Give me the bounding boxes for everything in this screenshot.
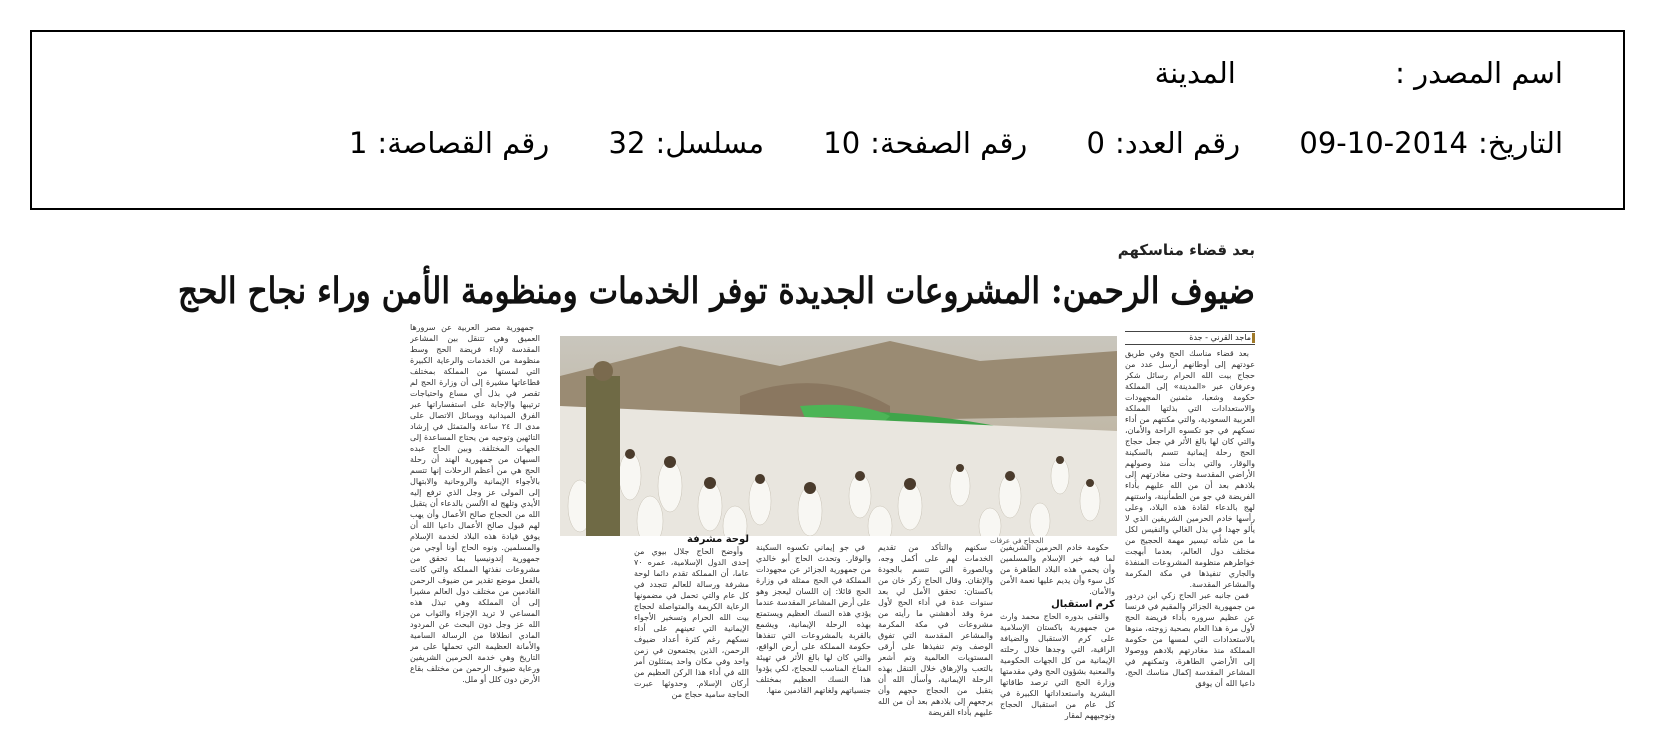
article-column-3 <box>878 542 993 736</box>
serial-value: 32 <box>608 126 646 160</box>
source-value: المدينة <box>1154 56 1236 90</box>
date-field <box>1299 126 1563 160</box>
column-2-paragraph-1: حكومة خادم الحرمين الشريفين لما فيه خير الإسلام والمسلمين وأن يحمي هذه البلاد الطاهرة من كل سوء وأن يديم عليها نعمة الأمن والأمان. <box>1000 543 1115 596</box>
article-column-1 <box>1125 348 1255 736</box>
clip-field <box>349 126 549 160</box>
column-1-paragraph-2: فمن جانبه عبر الحاج زكي ابن دردور من جمهورية الجزائر والمقيم في فرنسا عن عظيم سروره بأداء فريضة الحج لأول مرة هذا العام بصحبة زوجته، منوها بالاستعدادات التي لمسها من حكومة المملكة منذ مغادرتهم بلادهم ووصولا إلى الأراضي الطاهرة، وتمكنهم في المشاعر المقدسة إكمال مناسك الحج، داعيا الله أن يوفق <box>1125 591 1255 688</box>
page-label: رقم الصفحة: <box>870 126 1028 160</box>
serial-label: مسلسل: <box>655 126 765 160</box>
subheading-honor: لوحة مشرفة <box>687 534 749 545</box>
column-2-paragraph-2: والتقى بدوره الحاج محمد وارث من جمهورية باكستان الإسلامية على كرم الاستقبال والضيافة الراقية، التي وجدها خلال رحلته الإيمانية من كل الجهات الحكومية والمعنية بشؤون الحج وفي مقدمتها وزارة الحج التي ترصد طاقاتها البشرية واستعداداتها الكبيرة في كل عام من استقبال الحجاج وتوجيههم لمقار <box>1000 612 1115 720</box>
metadata-box <box>30 30 1625 210</box>
article-headline: ضيوف الرحمن: المشروعات الجديدة توفر الخدمات ومنظومة الأمن وراء نجاح الحج <box>177 270 1255 312</box>
date-value: 2014-10-09 <box>1299 126 1468 160</box>
page-field <box>823 126 1027 160</box>
article-column-6 <box>410 322 540 736</box>
clip-label: رقم القصاصة: <box>377 126 550 160</box>
column-4-paragraph: في جو إيماني تكسوه السكينة والوقار. وتحدث الحاج أبو خالدي من جمهورية الجزائر عن مجهودات المملكة في الحج ممثلة في وزارة الحج قائلا: إن اللسان ليعجز وهو على أرض المشاعر المقدسة عندما يؤدي هذه النسك العظيم ويستمتع بهذه الرحلة الإيمانية، ويشمع بالقربة بالمشروعات التي تنفذها حكومة المملكة على أرض الواقع، والتي كان لها بالغ الأثر في تهيئة المناخ المناسب للحجاج، لكي يؤدوا هذا النسك العظيم بمختلف جنسياتهم ولغاتهم القادمين منها. <box>756 543 871 695</box>
article-column-4 <box>756 542 871 736</box>
newspaper-clipping <box>177 232 1255 736</box>
source-line <box>1155 56 1563 90</box>
column-6-paragraph: جمهورية مصر العربية عن سرورها العميق وهي تتنقل بين المشاعر المقدسة لإداء فريضة الحج وسط منظومة من الخدمات والرعاية الكبيرة التي لمستها من المملكة بمختلف قطاعاتها مشيرة إلى أن وزارة الحج لم تقصر في بذل أي مساع واحتياجات ترتيبها والإجابة على استفساراتها عبر الفرق الميدانية ووسائل الاتصال على مدى الـ ٢٤ ساعة والمتمثل في إرشاد التائهين وتوجيه من يحتاج المساعدة إلى الجهات المختلفة. وبين الحاج عبده السبهان من جمهورية الهند أن رحلة الحج هي من أعظم الرحلات إنها تتسم بالأجواء الإيمانية والروحانية والابتهال إلى المولى عز وجل الذي ترفع إليه الأيدي وتلهج له الألسن بالدعاء أن يتقبل الله من الحجاج صالح الأعمال وأن يهب لهم قبول صالح الأعمال داعيا الله أن يوفق قيادة هذه البلاد لخدمة الإسلام والمسلمين. ونوه الحاج أونا أوجي من جمهورية إندونيسيا بما تحقق من مشروعات نفذتها المملكة والتي كانت بالفعل موضع تقدير من ضيوف الرحمن القادمين من مختلف دول العالم مشيرا إلى أن المملكة وهي تبذل هذه المساعي لا تريد الإجزاء والثواب من الله عز وجل دون البحث عن المردود المادي انطلاقا من الرسالة السامية والأمانة العظيمة التي تحملها على مر التاريخ وهي خدمة الحرمين الشريفين ورعاية ضيوف الرحمن من مختلف بقاع الأرض دون كلل أو ملل. <box>410 323 540 684</box>
subheading-reception: كرم استقبال <box>1051 599 1115 610</box>
date-label: التاريخ: <box>1477 126 1563 160</box>
article-photo <box>560 336 1117 536</box>
source-label: اسم المصدر : <box>1395 56 1563 90</box>
article-kicker: بعد قضاء مناسكهم <box>1117 241 1255 259</box>
column-3-paragraph: سكنهم والتأكد من تقديم الخدمات لهم على أكمل وجه، وبالصورة التي تتسم بالجودة والإتقان. وقال الحاج زكر خان من باكستان: تحقق الأمل لي بعد سنوات عدة في أداء الحج لأول مرة وقد أدهشني ما رأيته من مشروعات في مكة المكرمة والمشاعر المقدسة التي تفوق الوصف وتم تنفيذها على أرقى المستويات العالمية وتم أشعر بالتعب والإرهاق خلال التنقل بهذه الرحلة الإيمانية، وأسأل الله أن يتقبل من الحجاج حجهم وأن يرجعهم إلى بلادهم بعد أن من الله عليهم بأداء الفريضة <box>878 543 993 717</box>
clip-value: 1 <box>348 126 368 160</box>
issue-field <box>1087 126 1241 160</box>
column-1-paragraph-1: بعد قضاء مناسك الحج وفي طريق عودتهم إلى أوطانهم أرسل عدد من حجاج بيت الله الحرام رسائل شكر وعرفان عبر «المدينة» إلى المملكة حكومة وشعبا، مثمنين المجهودات والاستعدادات التي بذلتها المملكة العربية السعودية، والتي مكنتهم من أداء نسكهم في جو تكسوه الراحة والأمان، والتي كان لها بالغ الأثر في جعل حجاج الحج رحلة إيمانية تتسم بالسكينة والوقار، والتي بدأت منذ وصولهم الأراضي المقدسة وحتى مغادرتهم إلى بلادهم بعد أن من الله عليهم بأداء الفريضة في جو من الطمأنينة، واستنهم لهج بالدعاء لقادة هذه البلاد، وعلى رأسها خادم الحرمين الشريفين الذي لا يألو جهدا في بذل الغالي والنفيس لكل ما من شأنه تيسير مهمة الحجيج من مختلف دول العالم، بعدما أبهجت خواطرهم منظومة المشروعات المنفذة والجاري تنفيذها في مكة المكرمة والمشاعر المقدسة. <box>1125 349 1255 589</box>
details-line <box>349 126 1563 160</box>
page-value: 10 <box>823 126 861 160</box>
pilgrims-photo-image <box>560 336 1117 536</box>
article-byline: ماجد القرني - جدة <box>1125 331 1255 345</box>
issue-value: 0 <box>1086 126 1105 160</box>
article-column-2 <box>1000 542 1115 736</box>
photo-caption: الحجاج في عرفات <box>990 537 1044 545</box>
issue-label: رقم العدد: <box>1114 126 1241 160</box>
article-column-5 <box>634 532 749 736</box>
serial-field <box>609 126 765 160</box>
column-5-paragraph: وأوضح الحاج جلال بيوي من إحدى الدول الإسلامية، عمره ٧٠ عاما، أن المملكة تقدم دائما لوحة مشرفة ورسالة للعالم تتجدد في كل عام والتي تحمل في مضمونها الرعاية الكريمة والمتواصلة لحجاج بيت الله الحرام وتسخير الأجواء الإيمانية التي تعينهم على أداء نسكهم رغم كثرة أعداد ضيوف الرحمن، الذين يجتمعون في زمن واحد وفي مكان واحد يمتثلون أمر الله في أداء هذا الركن العظيم من أركان الإسلام. وحدوثها عبرت الحاجة سامية حجاج من <box>634 547 749 699</box>
